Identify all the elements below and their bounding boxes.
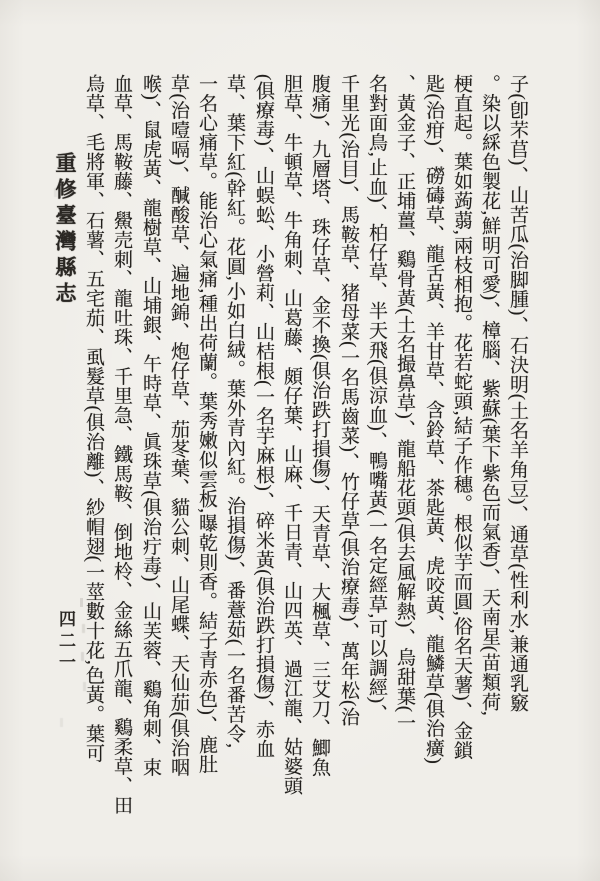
text-column-1: 子(卽芣苢)、山苦瓜(治脚腫)、石決明(土名羊角豆)、通草(性利水,兼通乳竅 (507, 74, 528, 713)
folio-page-number: 四二一 (56, 610, 75, 675)
text-column-16: 烏草、毛將軍、石薯、五宅茄、虱髮草(俱治離)、紗帽翅(一莖數十花,色黃。葉可 (83, 74, 104, 763)
text-column-2: 。染以綵色製花,鮮明可愛)、樟腦、紫蘇(葉下紫色而氣香)、天南星(苗類荷, (479, 74, 500, 717)
text-column-9: 胆草、牛頓草、牛角刺、山葛藤、頗仔葉、山麻、千日青、山四英、過江龍、姑婆頭 (281, 74, 302, 796)
text-column-6: 名對面鳥,止血)、柏仔草、半天飛(俱涼血)、鴨嘴黃(一名定經草,可以調經)、 (366, 74, 387, 724)
text-column-15: 血草、馬鞍藤、鱟売刺、龍吐珠、千里急、鐵馬鞍、倒地柃、金絲五爪龍、鷄柔草、田 (111, 74, 132, 815)
text-column-7: 千里光(治目)、馬鞍草、猪母菜(一名馬齒菜)、竹仔草(俱治療毒)、萬年松(治 (338, 74, 359, 727)
text-column-4: 匙(治疳)、磱碡草、龍舌黃、羊甘草、含鈴草、茶匙黃、虎咬黃、龍鱗草(俱治癀) (423, 74, 444, 765)
text-column-5: 、黃金子、正埔薑、鷄骨黃(土名撮鼻草)、龍船花頭(俱去風解熱)、烏甜葉(一 (394, 74, 415, 733)
text-column-11: 草、葉下紅(幹紅。花圓,小如白絨。葉外青內紅。治損傷)、番薏茹(一名番苦令, (224, 74, 245, 749)
text-column-14: 喉)、鼠虎黃、龍樹草、山埔銀、午時草、眞珠草(俱治疔毒)、山芙蓉、鷄角刺、束 (140, 74, 161, 777)
text-column-8: 腹痛)、九層塔、珠仔草、金不換(俱治跌打損傷)、天青草、大楓草、三艾刀、鯽魚 (309, 74, 330, 777)
text-column-13: 草(治噎嗝)、醎酸草、遍地錦、炮仔草、茄苳葉、貓公刺、山尾蝶、天仙茄(俱治咽 (168, 74, 189, 777)
spine-title: 重修臺灣縣志 (53, 152, 77, 308)
ink-bleed-marks (80, 598, 83, 607)
text-column-10: (俱療毒)、山蜈蚣、小營莉、山桔根(一名芋麻根)、碎米黃(俱治跌打損傷)、赤血 (253, 74, 274, 759)
text-column-3: 梗直起。葉如蒟蒻,兩枝相抱。花若蛇頭,結子作穗。根似芋而圓,俗名天薯)、金鎖 (451, 74, 472, 760)
text-column-12: 一名心痛草。能治心氣痛,種出荷蘭。葉秀嫩似雲板,曝乾則香。結子青赤色)、鹿肚 (196, 74, 217, 774)
